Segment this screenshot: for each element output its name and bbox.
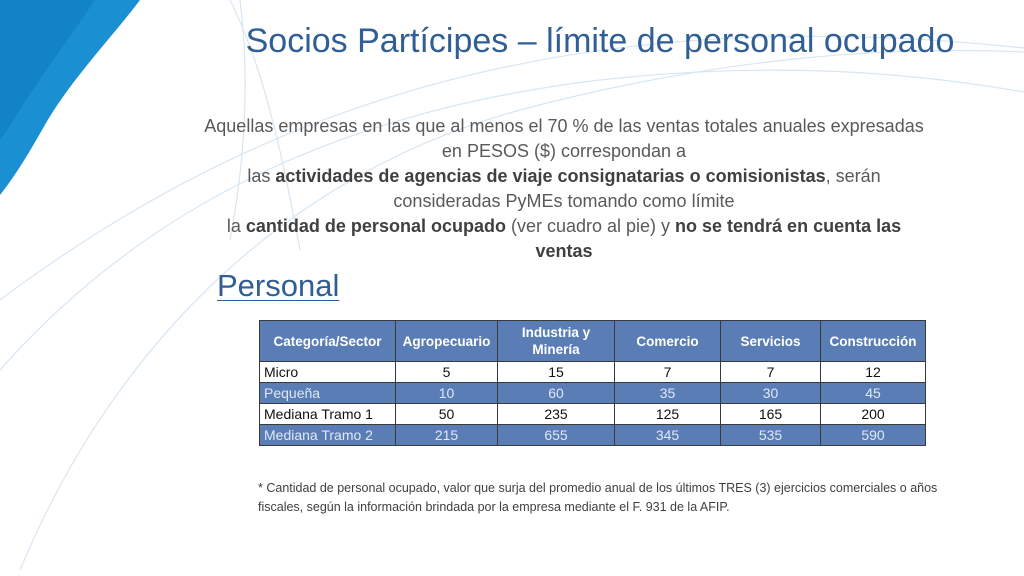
cell: 590	[821, 425, 926, 446]
page-title: Socios Partícipes – límite de personal ocupado	[245, 22, 955, 60]
cell: 50	[396, 404, 498, 425]
cell: 235	[498, 404, 615, 425]
cell: 45	[821, 383, 926, 404]
cell: 15	[498, 362, 615, 383]
cell: 5	[396, 362, 498, 383]
intro-paragraph	[200, 114, 928, 264]
cell: 200	[821, 404, 926, 425]
cell: 125	[615, 404, 721, 425]
table-row	[260, 404, 926, 425]
header-servicios: Servicios	[721, 321, 821, 362]
cell: 10	[396, 383, 498, 404]
table-header-row	[260, 321, 926, 362]
table-row	[260, 362, 926, 383]
header-comercio: Comercio	[615, 321, 721, 362]
cell: 60	[498, 383, 615, 404]
cell: 7	[721, 362, 821, 383]
table-row	[260, 425, 926, 446]
intro-line-2-bold: actividades de agencias de viaje consignatarias o comisionistas	[275, 166, 826, 186]
cell: 12	[821, 362, 926, 383]
header-agropecuario: Agropecuario	[396, 321, 498, 362]
cell: 215	[396, 425, 498, 446]
intro-line-3-mid: (ver cuadro al pie) y	[505, 216, 676, 236]
intro-line-3-bold-2: no se tendrá en cuenta las ventas	[535, 216, 902, 261]
intro-line-3-bold-1: cantidad de personal ocupado	[245, 216, 506, 236]
cell: Micro	[260, 362, 396, 383]
cell: Mediana Tramo 2	[260, 425, 396, 446]
intro-line-1: Aquellas empresas en las que al menos el 70 % de las ventas totales anuales expresadas en PESOS ($) correspondan a	[204, 116, 924, 161]
personal-table	[259, 320, 926, 446]
cell: 655	[498, 425, 615, 446]
footnote: * Cantidad de personal ocupado, valor que surja del promedio anual de los últimos TRES (3) ejercicios comerciales o años fiscales, según la información brindada por la empresa mediante el F. 931 de la AFIP.	[258, 481, 938, 514]
header-industria: Industria y Minería	[498, 321, 615, 362]
cell: 35	[615, 383, 721, 404]
header-category: Categoría/Sector	[260, 321, 396, 362]
cell: 7	[615, 362, 721, 383]
header-construccion: Construcción	[821, 321, 926, 362]
cell: 165	[721, 404, 821, 425]
cell: Mediana Tramo 1	[260, 404, 396, 425]
section-heading: Personal	[217, 268, 340, 303]
cell: 345	[615, 425, 721, 446]
cell: 30	[721, 383, 821, 404]
cell: Pequeña	[260, 383, 396, 404]
intro-line-2-post: , serán consideradas PyMEs tomando como límite	[393, 166, 881, 211]
table-row	[260, 383, 926, 404]
intro-line-3-pre: la	[226, 216, 246, 236]
intro-line-2-pre: las	[247, 166, 276, 186]
cell: 535	[721, 425, 821, 446]
